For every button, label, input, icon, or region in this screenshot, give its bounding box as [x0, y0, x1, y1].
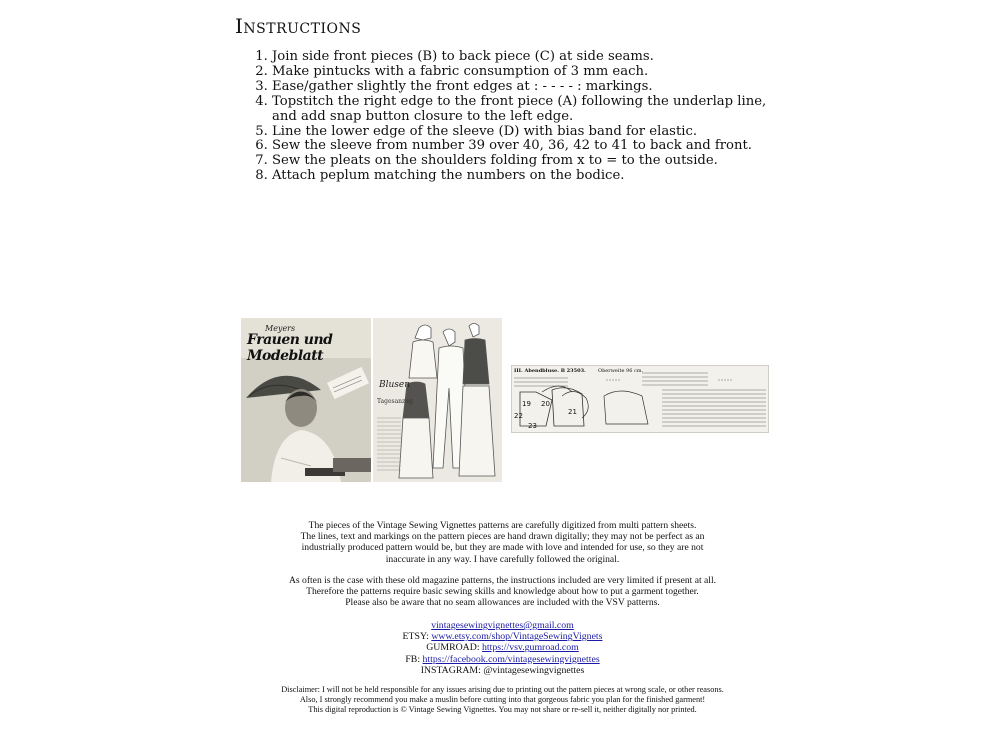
diagram-number: 20: [541, 400, 550, 408]
text-line: Disclaimer: I will not be held responsible for any issues arising due to printing out the pattern pieces at wrong scale, or other reasons.: [281, 685, 724, 694]
step-item: 6. Sew the sleeve from number 39 over 40, 36, 42 to 41 to back and front.: [272, 139, 792, 154]
inner-caption-1: Blusen: [379, 380, 411, 390]
magazine-inner-page-image: [373, 318, 502, 482]
step-item: 5. Line the lower edge of the sleeve (D) with bias band for elastic.: [272, 125, 792, 140]
inner-caption-2: Tagesanzug: [377, 398, 413, 405]
text-line: The lines, text and markings on the pattern pieces are hand drawn digitally; they may not be perfect as an: [300, 531, 705, 543]
contact-info: [240, 620, 765, 676]
diagram-subheader: Oberweite 96 cm.: [598, 368, 644, 374]
diagram-number: 19: [522, 400, 531, 408]
disclaimer: [230, 685, 775, 715]
page-title: Instructions: [235, 14, 362, 38]
text-line: The pieces of the Vintage Sewing Vignettes patterns are carefully digitized from multi pattern sheets.: [308, 520, 697, 531]
skills-note: [240, 575, 765, 609]
step-item: 7. Sew the pleats on the shoulders folding from x to = to the outside.: [272, 154, 792, 169]
text-line: This digital reproduction is © Vintage Sewing Vignettes. You may not share or re-sell it, neither digitally nor printed.: [308, 705, 697, 714]
etsy-label: ETSY:: [402, 631, 429, 643]
instruction-steps: [238, 50, 792, 184]
instagram-handle: INSTAGRAM: @vintagesewingvignettes: [420, 664, 585, 676]
gumroad-link[interactable]: https://vsv.gumroad.com: [482, 642, 579, 654]
fb-label: FB:: [405, 653, 421, 665]
diagram-number: 23: [528, 422, 537, 430]
text-line: inaccurate in any way. I have carefully followed the original.: [385, 553, 620, 565]
magazine-cover-image: [241, 318, 371, 482]
pattern-diagram-image: [511, 365, 769, 433]
text-line: Also, I strongly recommend you make a muslin before cutting into that gorgeous fabric you plan for the finished garment!: [299, 695, 706, 704]
facebook-link[interactable]: https://facebook.com/vintagesewingvignettes: [422, 653, 600, 665]
text-line: As often is the case with these old magazine patterns, the instructions included are very limited if present at all.: [288, 575, 717, 586]
gumroad-label: GUMROAD:: [426, 642, 480, 654]
diagram-number: 22: [514, 412, 523, 420]
digitization-note: [240, 520, 765, 565]
masthead-title: Frauen und Modeblatt: [247, 332, 333, 364]
masthead-top: Meyers: [265, 324, 296, 333]
step-item: 1. Join side front pieces (B) to back piece (C) at side seams.: [272, 50, 792, 65]
text-line: industrially produced pattern would be, but they are made with love and intended for use, so they are not: [301, 542, 704, 554]
email-link[interactable]: vintagesewingvignettes@gmail.com: [431, 620, 574, 631]
text-line: Therefore the patterns require basic sewing skills and knowledge about how to put a garment together.: [306, 586, 699, 598]
step-item: 8. Attach peplum matching the numbers on the bodice.: [272, 169, 792, 184]
step-item: 3. Ease/gather slightly the front edges at : - - - - : markings.: [272, 80, 792, 95]
text-line: Please also be aware that no seam allowances are included with the VSV patterns.: [345, 597, 660, 609]
step-item: 4. Topstitch the right edge to the front piece (A) following the underlap line, and add snap button closure to the left edge.: [272, 95, 792, 125]
diagram-number: 21: [568, 408, 577, 416]
diagram-header: III. Abendbluse. B 23503.: [514, 368, 586, 374]
step-item: 2. Make pintucks with a fabric consumption of 3 mm each.: [272, 65, 792, 80]
diagram-art: [512, 366, 768, 432]
etsy-link[interactable]: www.etsy.com/shop/VintageSewingVignets: [431, 631, 603, 643]
